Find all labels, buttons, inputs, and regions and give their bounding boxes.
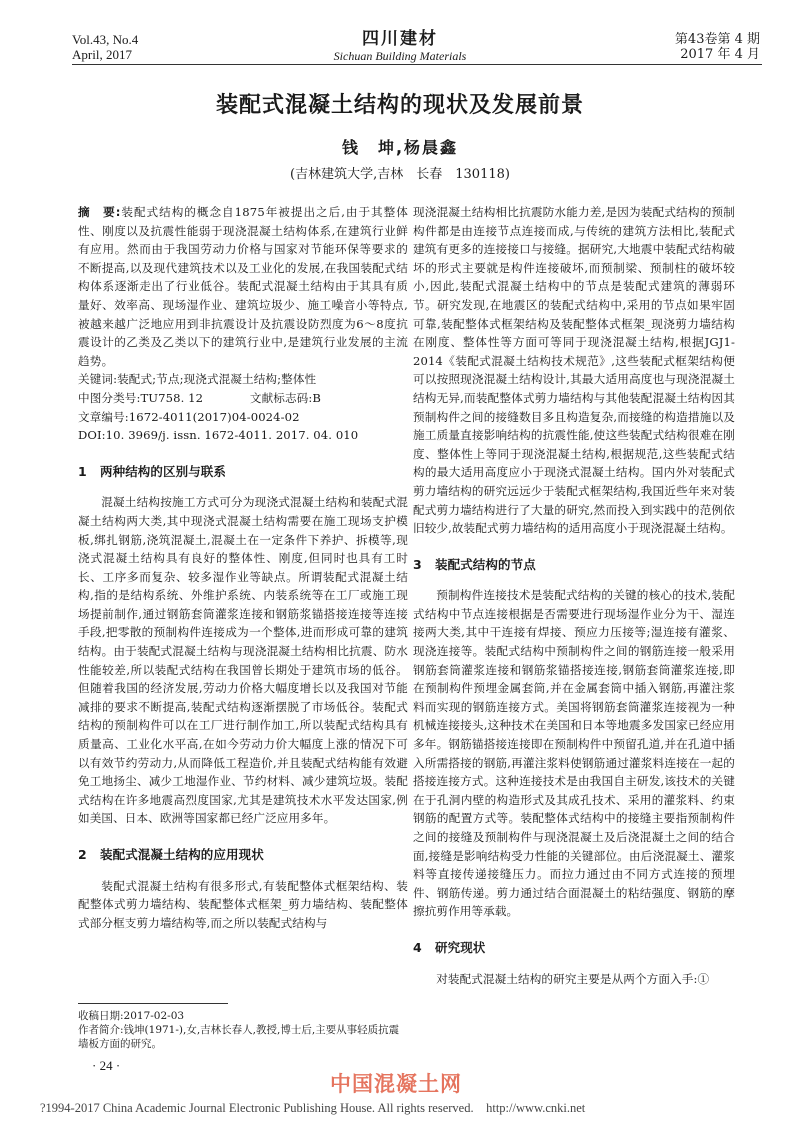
journal-masthead bbox=[300, 30, 500, 64]
paper-authors: 钱 坤,杨晨鑫 bbox=[341, 138, 459, 157]
section-number: 3 bbox=[413, 556, 422, 572]
section-title: 研究现状 bbox=[435, 939, 486, 955]
section-heading-3 bbox=[413, 556, 735, 575]
section-3-body: 预制构件连接技术是装配式结构的关键的核心的技术,装配式结构中节点连接根据是否需要进行现场湿作业分为干、湿连接两大类,其中干连接有焊接、预应力压接等;湿连接有灌浆、现浇连接等。装配式结构中预制构件之间的钢筋连接一般采用钢筋套筒灌浆连接和钢筋浆锚搭接连接,钢筋套筒灌浆连接,即在预制构件预埋金属套筒,并在金属套筒中插入钢筋,再灌注浆料而实现的钢筋连接方式。美国将钢筋套筒灌浆连接视为一种机械连接接头,这种技术在美国和日本等地震多发国家已经应用多年。钢筋锚搭接连接即在预制构件中预留孔道,并在孔道中插入所需搭接的钢筋,再灌注浆料使钢筋通过灌浆料连接在一起的搭接连接方式。这种连接技术是由我国自主研发,该技术的关键在于孔洞内壁的构造形式及其成孔技术、采用的灌浆料、约束钢筋的配置方式等。装配整体式结构中的接缝主要指预制构件之间的接缝及预制构件与现浇混凝土及后浇混凝土之间的结合面,接缝是影响结构受力性能的关键部位。由后浇混凝土、灌浆料等直接传递接缝压力。而拉力通过由不同方式连接的预埋件、钢筋传递。剪力通过结合面混凝土的粘结强度、钢筋的摩擦抗剪作用等承载。 bbox=[413, 588, 735, 919]
doi: DOI:10. 3969/j. issn. 1672-4011. 2017. 04. 010 bbox=[78, 428, 359, 443]
section-2-body-continued: 现浇混凝土结构相比抗震防水能力差,是因为装配式结构的预制构件都是由连接节点连接而成,与传统的建筑方法相比,装配式建筑有更多的连接接口与接缝。据研究,大地震中装配式结构破坏的形式主要就是构件连接破坏,而预制梁、预制柱的破坏较小,因此,装配式混凝土结构中的节点是装配式建筑的薄弱环节。研究发现,在地震区的装配式结构中,采用的节点如果牢固可靠,装配整体式框架结构及装配整体式框架_现浇剪力墙结构在刚度、整体性等方面可等同于现浇混凝土结构,根据JGJ1-2014《装配式混凝土结构技术规范》,这些装配式框架结构便可以按照现浇混凝土结构设计,其最大适用高度也与现浇混凝土结构无异,而装配整体式剪力墙结构与其他装配混凝土结构因其预制构件之间的接缝数目多且构造复杂,而接缝的构造措施以及施工质量直接影响结构的抗震性能,使这些装配式结构很难在刚度、整体性上等同于现浇混凝土结构,根据规范,这些装配式结构的最大适用高度应小于现浇式混凝土结构。国内外对装配式剪力墙结构的研究远远少于装配式框架结构,我国近些年来对装配式剪力墙结构进行了大量的研究,然而投入到实践中的范例依旧较少,故装配式剪力墙结构的适用高度小于现浇混凝土结构。 bbox=[413, 205, 735, 536]
site-watermark: 中国混凝土网 bbox=[330, 1072, 462, 1096]
keywords: 关键词:装配式;节点;现浇式混凝土结构;整体性 bbox=[78, 372, 317, 387]
header-divider bbox=[72, 64, 762, 65]
header-issue-block bbox=[675, 32, 760, 62]
section-2-body: 装配式混凝土结构有很多形式,有装配整体式框架结构、装配整体式剪力墙结构、装配整体式框架_剪力墙结构、装配整体式部分框支剪力墙结构等,而之所以装配式结构与 bbox=[78, 878, 408, 930]
left-column bbox=[78, 203, 408, 932]
section-4-body: 对装配式混凝土结构的研究主要是从两个方面入手:① bbox=[436, 971, 710, 986]
right-column bbox=[413, 203, 735, 988]
section-number: 2 bbox=[78, 847, 87, 862]
received-date: 收稿日期:2017-02-03 bbox=[78, 1010, 185, 1022]
volume-number: Vol.43, No.4 bbox=[72, 32, 139, 47]
abstract-label: 摘 要: bbox=[78, 205, 121, 219]
article-number: 文章编号:1672-4011(2017)04-0024-02 bbox=[78, 409, 300, 424]
author-bio: 作者简介:钱坤(1971-),女,吉林长春人,教授,博士后,主要从事轻质抗震墙板方面的研究。 bbox=[78, 1024, 400, 1050]
footnote-divider bbox=[78, 1003, 228, 1004]
section-title: 装配式结构的节点 bbox=[435, 556, 536, 572]
header-volume-block bbox=[72, 32, 138, 62]
section-title: 两种结构的区别与联系 bbox=[100, 463, 227, 479]
journal-name-en: Sichuan Building Materials bbox=[333, 49, 467, 63]
section-number: 1 bbox=[78, 463, 87, 479]
author-affiliation: (吉林建筑大学,吉林 长春 130118) bbox=[290, 167, 510, 182]
volume-number-cn: 第43卷第 4 期 bbox=[674, 32, 760, 47]
journal-logo-cn: 四川建材 bbox=[362, 29, 438, 49]
page-number: · 24 · bbox=[92, 1058, 121, 1073]
section-heading-1 bbox=[78, 463, 408, 482]
section-title: 装配式混凝土结构的应用现状 bbox=[100, 847, 264, 862]
issue-date-en: April, 2017 bbox=[72, 47, 132, 62]
classification-number: 中图分类号:TU758. 12 文献标志码:B bbox=[78, 390, 322, 405]
section-heading-4 bbox=[413, 939, 735, 958]
paper-title: 装配式混凝土结构的现状及发展前景 bbox=[215, 93, 584, 118]
abstract bbox=[78, 203, 408, 370]
footnote bbox=[78, 1009, 408, 1051]
copyright-notice: ?1994-2017 China Academic Journal Electronic Publishing House. All rights reserved. http://www.cnki.net bbox=[40, 1101, 586, 1115]
section-1-body: 混凝土结构按施工方式可分为现浇式混凝土结构和装配式混凝土结构两大类,其中现浇式混凝土结构需要在施工现场支护模板,绑扎钢筋,浇筑混凝土,混凝土在一定条件下养护、拆模等,现浇式混凝土结构具有良好的整体性、刚度,但同时也具有工时长、工序多而复杂、较多湿作业等缺点。所谓装配式混凝土结构,指的是结构系统、外维护系统、内装系统等在工厂或施工现场提前制作,通过钢筋套筒灌浆连接和钢筋浆锚搭接连接等连接手段,把零散的预制构件连接成为一个整体,进而形成可靠的建筑结构。由于装配式混凝土结构与现浇混凝土结构相比抗震、防水性能较差,所以装配式结构在我国曾长期处于建筑市场的低谷。但随着我国的经济发展,劳动力价格大幅度增长以及我国对节能减排的要求不断提高,装配式结构逐渐摆脱了市场低谷。装配式结构的预制构件可以在工厂进行制作加工,所以装配式结构具有质量高、工业化水平高,在如今劳动力价大幅度上涨的情况下可以有效节约劳动力,从而降低工程造价,并且装配式结构能有效避免工地扬尘、减少工地湿作业、节约材料、减少建筑垃圾。装配式结构在许多地震高烈度国家,尤其是建筑技术水平发达国家,例如美国、日本、欧洲等国家都已经广泛应用多年。 bbox=[78, 495, 408, 826]
abstract-text: 装配式结构的概念自1875年被提出之后,由于其整体性、刚度以及抗震性能弱于现浇混凝土结构体系,在建筑行业鲜有应用。然而由于我国劳动力价格与国家对节能环保等要求的不断提高,以及现代建筑技术以及工业化的发展,在我国装配式结构体系逐渐走出了行业低谷。装配式混凝土结构由于其具有质量好、效率高、现场湿作业、建筑垃圾少、施工噪音小等特点,被越来越广泛地应用到非抗震设计及抗震设防烈度为6～8度抗震设计的乙类及乙类以下的建筑行业中,是建筑行业发展的主流趋势。 bbox=[78, 205, 408, 368]
section-heading-2 bbox=[78, 846, 408, 865]
issue-date-cn: 2017 年 4 月 bbox=[680, 47, 760, 62]
section-number: 4 bbox=[413, 939, 422, 955]
